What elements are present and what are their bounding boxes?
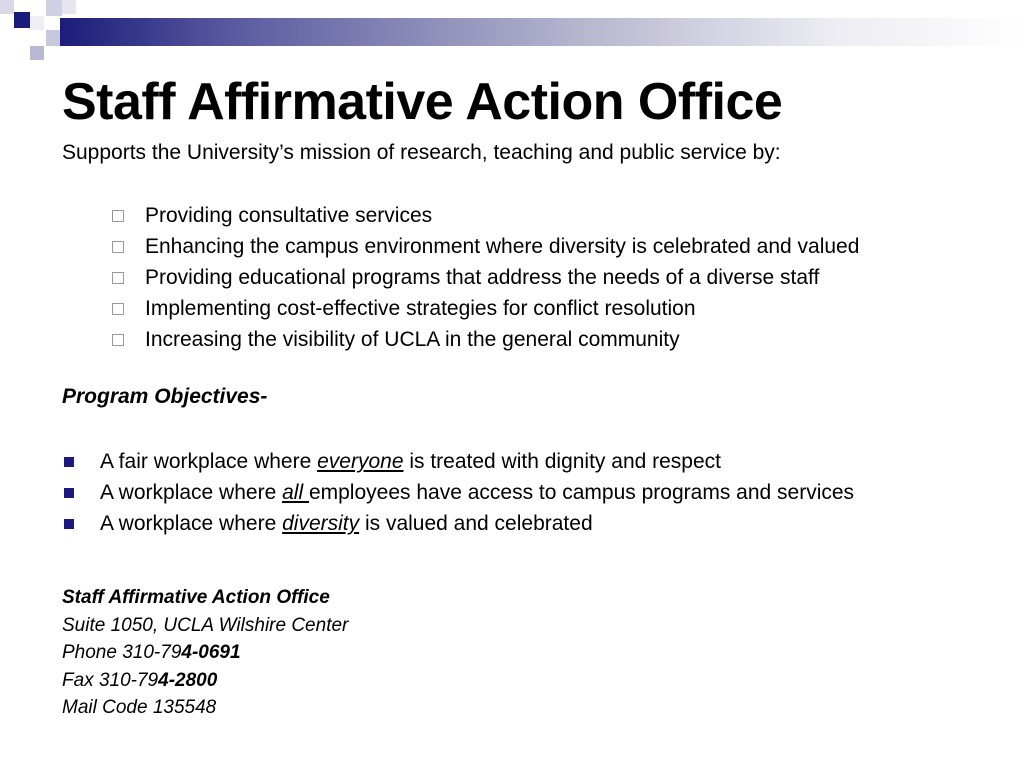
phone-suffix: 4-0691 — [181, 642, 241, 663]
list-item — [112, 262, 859, 293]
list-item — [112, 231, 859, 262]
list-item — [62, 446, 854, 477]
phone-prefix: Phone 310-79 — [62, 642, 182, 663]
list-item-text: Implementing cost-effective strategies for conflict resolution — [145, 297, 696, 320]
solid-square-bullet-icon — [64, 519, 74, 529]
hollow-square-bullet-icon — [112, 210, 124, 222]
text-segment: A workplace where — [100, 512, 283, 535]
hollow-square-bullet-icon — [112, 334, 124, 346]
solid-square-bullet-icon — [64, 457, 74, 467]
list-item — [62, 477, 854, 508]
list-item — [112, 200, 859, 231]
decor-square — [62, 0, 76, 14]
text-segment: A fair workplace where — [100, 450, 318, 473]
contact-fax — [62, 667, 348, 695]
list-item-text — [100, 446, 721, 477]
decor-square — [30, 16, 44, 30]
decor-square — [30, 46, 44, 60]
list-item-text: Increasing the visibility of UCLA in the general community — [145, 328, 680, 351]
text-segment: employees have access to campus programs and services — [308, 481, 855, 504]
fax-prefix: Fax 310-79 — [62, 669, 159, 691]
objectives-list — [62, 446, 854, 539]
list-item-text: Providing consultative services — [145, 204, 433, 227]
contact-name: Staff Affirmative Action Office — [62, 587, 330, 608]
solid-square-bullet-icon — [64, 488, 74, 498]
list-item-text — [100, 477, 854, 508]
decor-square — [14, 12, 30, 28]
slide-subtitle: Supports the University’s mission of research, teaching and public service by: — [62, 141, 781, 164]
contact-phone — [62, 639, 348, 667]
list-item-text: Enhancing the campus environment where diversity is celebrated and valued — [145, 235, 860, 258]
hollow-square-bullet-icon — [112, 272, 124, 284]
contact-address: Suite 1050, UCLA Wilshire Center — [62, 614, 349, 636]
objectives-heading: Program Objectives- — [62, 385, 268, 408]
gradient-banner — [60, 18, 1024, 46]
fax-suffix: 4-2800 — [158, 669, 218, 691]
text-segment: A workplace where — [100, 481, 283, 504]
text-segment: is valued and celebrated — [359, 512, 593, 535]
contact-mail-code: Mail Code 135548 — [62, 697, 217, 718]
contact-block — [62, 584, 348, 722]
list-item-text — [100, 508, 593, 539]
decor-square — [46, 0, 62, 16]
list-item — [112, 324, 859, 355]
emphasis-text: diversity — [282, 512, 360, 535]
text-segment: is treated with dignity and respect — [403, 450, 722, 473]
decor-square — [0, 0, 14, 14]
hollow-square-bullet-icon — [112, 241, 124, 253]
hollow-square-bullet-icon — [112, 303, 124, 315]
slide-title: Staff Affirmative Action Office — [62, 73, 783, 131]
list-item — [62, 508, 854, 539]
list-item-text: Providing educational programs that address the needs of a diverse staff — [145, 266, 820, 289]
list-item — [112, 293, 859, 324]
emphasis-text: all — [282, 481, 309, 504]
emphasis-text: everyone — [317, 450, 404, 473]
services-list — [112, 200, 859, 355]
